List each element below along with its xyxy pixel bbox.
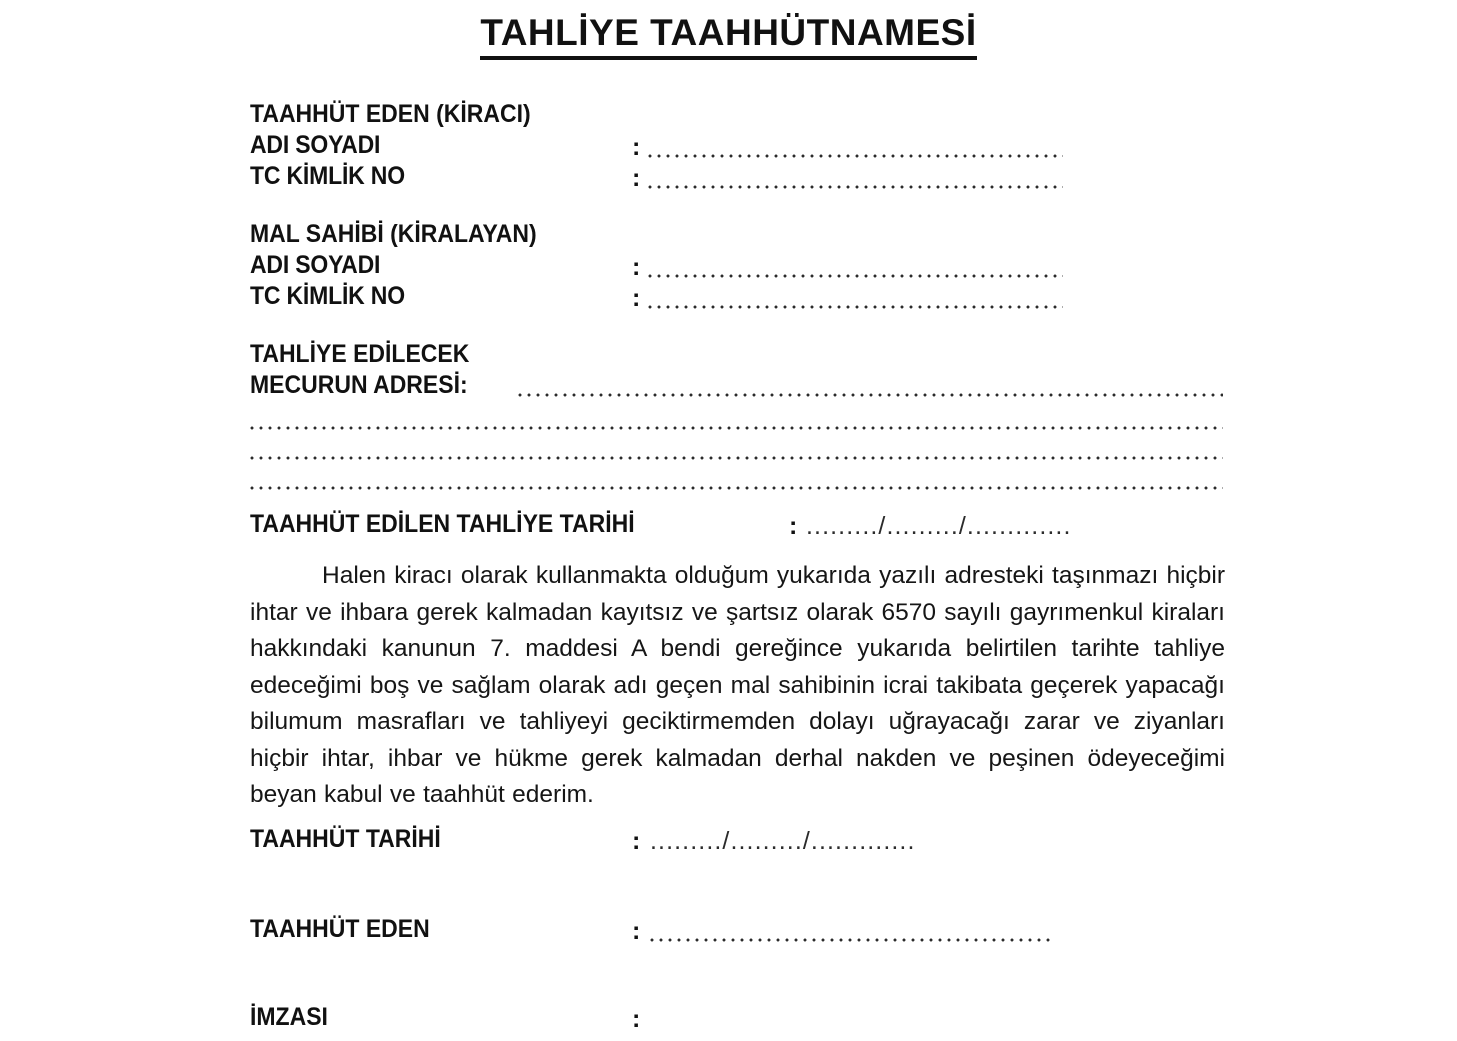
address-input-line-2[interactable] bbox=[250, 404, 1223, 435]
commitment-date-label: TAAHHÜT TARİHİ bbox=[250, 825, 441, 853]
commitment-date-colon: : bbox=[632, 827, 641, 855]
eviction-date-input[interactable]: ........./........./............. bbox=[806, 512, 1072, 540]
committer-colon: : bbox=[632, 917, 641, 945]
owner-id-colon: : bbox=[632, 284, 641, 312]
tenant-id-input[interactable] bbox=[648, 163, 1063, 194]
address-input-line-1[interactable] bbox=[518, 371, 1223, 402]
owner-id-row bbox=[250, 281, 418, 312]
page-title-text: TAHLİYE TAAHHÜTNAMESİ bbox=[480, 12, 976, 60]
tenant-section-heading: TAAHHÜT EDEN (KİRACI) bbox=[250, 100, 531, 128]
tenant-id-row bbox=[250, 161, 418, 192]
commitment-date-input[interactable]: ........./........./............. bbox=[650, 827, 916, 855]
owner-id-label: TC KİMLİK NO bbox=[250, 282, 405, 310]
address-input-line-4[interactable] bbox=[250, 464, 1223, 495]
owner-id-input[interactable] bbox=[648, 283, 1063, 314]
tenant-name-colon: : bbox=[632, 133, 641, 161]
tenant-id-label: TC KİMLİK NO bbox=[250, 162, 405, 190]
committer-label: TAAHHÜT EDEN bbox=[250, 915, 430, 943]
owner-name-input[interactable] bbox=[648, 252, 1063, 283]
eviction-date-colon: : bbox=[789, 512, 798, 540]
tenant-name-label: ADI SOYADI bbox=[250, 131, 381, 159]
declaration-paragraph: Halen kiracı olarak kullanmakta olduğum yukarıda yazılı adresteki taşınmazı hiçbir ihtar ve ihbara gerek kalmadan kayıtsız ve şartsız olarak 6570 sayılı gayrımenkul kiraları hakkındaki kanunun 7. maddesi A bendi gereğince yukarıda belirtilen tarihte tahliye edeceğimi boş ve sağlam olarak adı geçen mal sahibinin icrai takibata geçerek yapacağı bilumum masrafları ve tahliyeyi geciktirmemden dolayı uğrayacağı zarar ve ziyanları hiçbir ihtar, ihbar ve hükme gerek kalmadan derhal nakden ve peşinen ödeyeceğimi beyan kabul ve taahhüt ederim. bbox=[250, 562, 1225, 808]
signature-colon: : bbox=[632, 1005, 641, 1033]
owner-section-heading: MAL SAHİBİ (KİRALAYAN) bbox=[250, 220, 537, 248]
tenant-name-input[interactable] bbox=[648, 132, 1063, 163]
page-title bbox=[0, 12, 1457, 60]
address-input-line-3[interactable] bbox=[250, 434, 1223, 465]
signature-label: İMZASI bbox=[250, 1003, 328, 1031]
eviction-date-label: TAAHHÜT EDİLEN TAHLİYE TARİHİ bbox=[250, 510, 635, 538]
owner-name-label: ADI SOYADI bbox=[250, 251, 381, 279]
address-heading-line2: MECURUN ADRESİ: bbox=[250, 371, 468, 399]
tenant-name-row bbox=[250, 130, 392, 161]
committer-name-input[interactable] bbox=[650, 916, 1050, 947]
owner-name-row bbox=[250, 250, 392, 281]
address-heading-line1: TAHLİYE EDİLECEK bbox=[250, 340, 470, 368]
owner-name-colon: : bbox=[632, 253, 641, 281]
tenant-id-colon: : bbox=[632, 164, 641, 192]
